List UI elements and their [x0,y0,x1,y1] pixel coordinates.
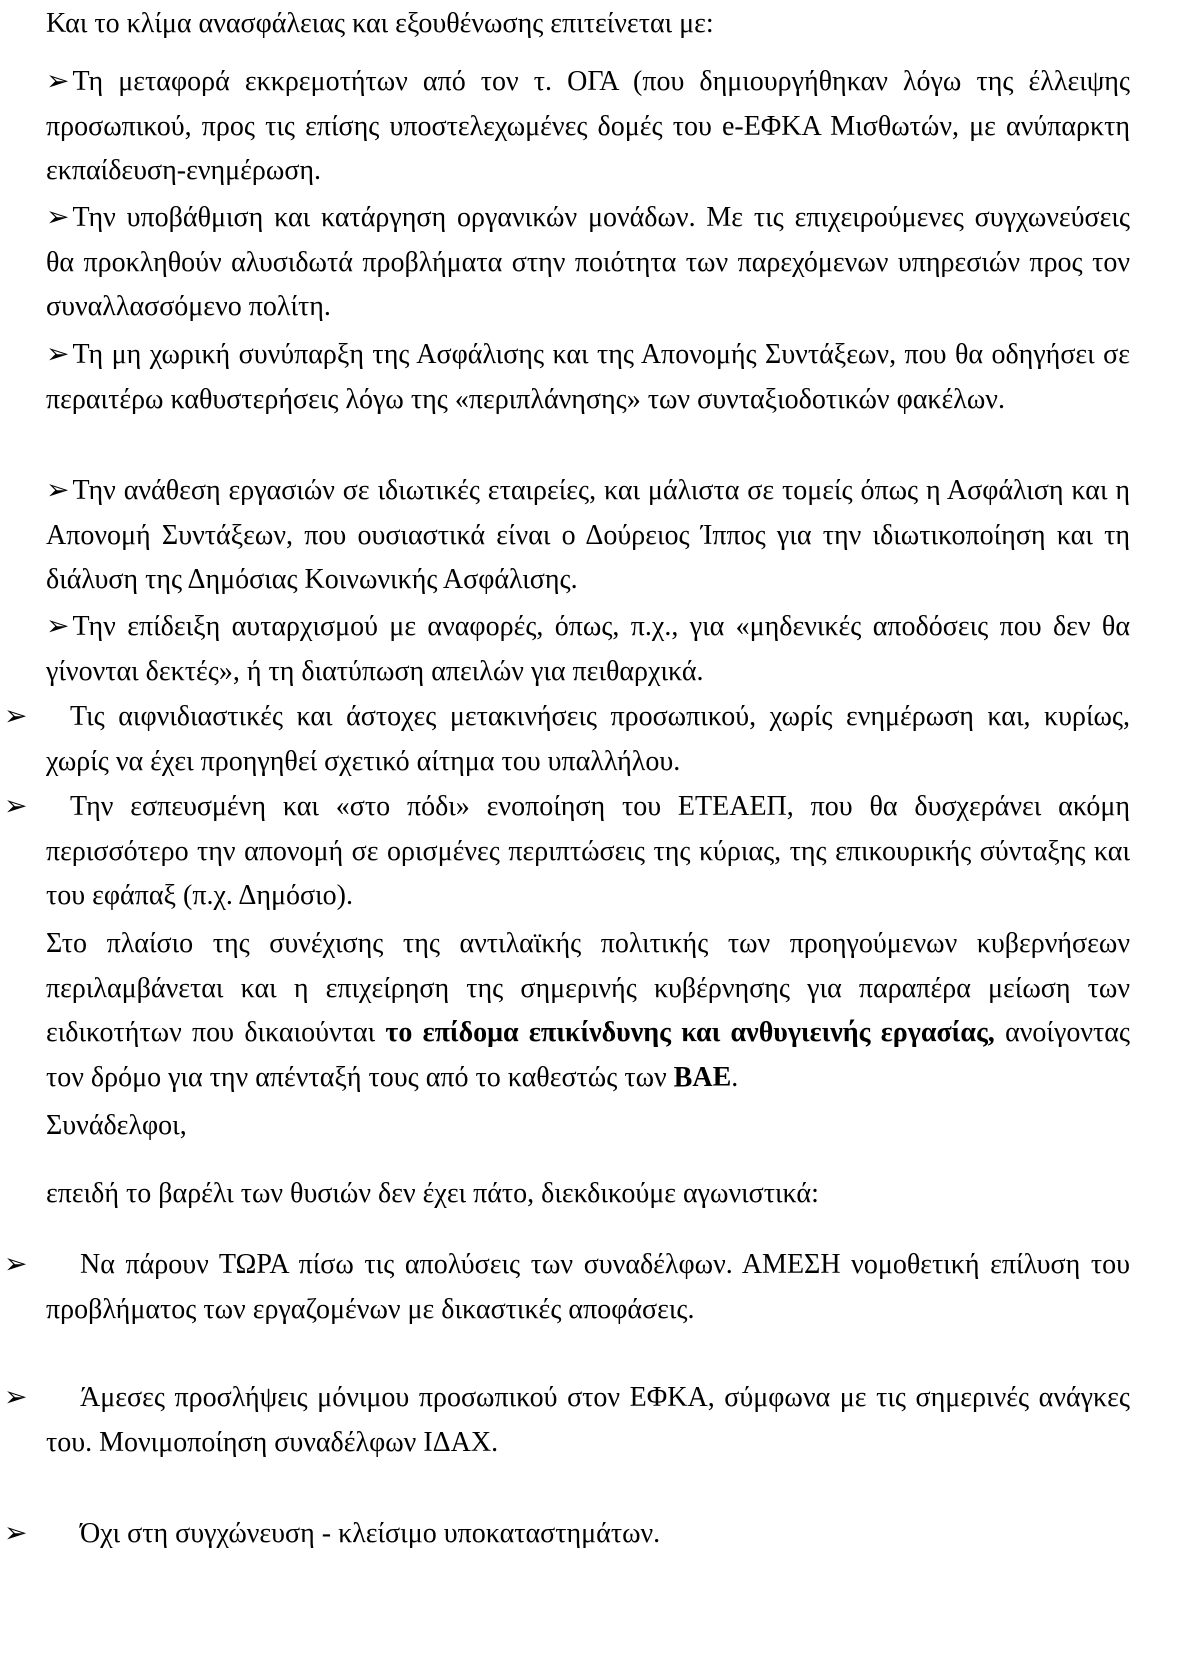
demand-item [46,1243,1130,1332]
salutation-text: Συνάδελφοι, [46,1110,187,1141]
bullet-item [46,605,1130,694]
bullet-text: Τη μεταφορά εκκρεμοτήτων από τον τ. ΟΓΑ (που δημιουργήθηκαν λόγω της έλλειψης προσωπικού, προς τις επίσης υποστελεχωμένες δομές του e-ΕΦΚΑ Μισθωτών, με ανύπαρκτη εκπαίδευση-ενημέρωση. [46,66,1130,186]
bullet-text: Τις αιφνιδιαστικές και άστοχες μετακινήσεις προσωπικού, χωρίς ενημέρωση και, κυρίως, χωρίς να έχει προηγηθεί σχετικό αίτημα του υπαλλήλου. [46,701,1130,777]
arrow-bullet-icon: ➢ [46,66,70,97]
policy-bold-bae: ΒΑΕ [673,1061,732,1093]
bullet-text: Την επίδειξη αυταρχισμού με αναφορές, όπως, π.χ., για «μηδενικές αποδόσεις που δεν θα γίνονται δεκτές», ή τη διατύπωση απειλών για πειθαρχικά. [46,611,1130,687]
bullet-item [46,695,1130,784]
demands-intro-text: επειδή το βαρέλι των θυσιών δεν έχει πάτο, διεκδικούμε αγωνιστικά: [46,1178,819,1209]
bullet-item [46,196,1130,330]
policy-text-middle: ανοίγοντας τον δρόμο για την απένταξή τους από το καθεστώς των [46,1017,1131,1093]
bullet-text: Την ανάθεση εργασιών σε ιδιωτικές εταιρείες, και μάλιστα σε τομείς όπως η Ασφάλιση και η Απονομή Συντάξεων, που ουσιαστικά είναι ο Δούρειος Ίππος για την ιδιωτικοποίηση και τη διάλυση της Δημόσιας Κοινωνικής Ασφάλισης. [46,475,1130,595]
policy-bold-allowance: το επίδομα επικίνδυνης και ανθυγιεινής εργασίας, [385,1017,995,1048]
arrow-bullet-icon: ➢ [4,1382,28,1413]
demand-text: Να πάρουν ΤΩΡΑ πίσω τις απολύσεις των συναδέλφων. ΑΜΕΣΗ νομοθετική επίλυση του προβλήματος των εργαζομένων με δικαστικές αποφάσεις. [46,1249,1130,1325]
bullet-item [46,469,1130,603]
policy-text-end: . [731,1061,739,1093]
arrow-bullet-icon: ➢ [46,339,70,370]
arrow-bullet-icon: ➢ [4,791,28,822]
bullet-item [46,60,1130,194]
arrow-bullet-icon: ➢ [46,475,70,506]
demand-text: Όχι στη συγχώνευση - κλείσιμο υποκαταστημάτων. [80,1518,661,1549]
policy-text-start: Στο πλαίσιο της συνέχισης της αντιλαϊκής πολιτικής των προηγούμενων κυβερνήσεων περιλαμβάνεται και η επιχείρηση της σημερινής κυβέρνησης για παραπέρα μείωση των ειδικοτήτων που δικαιούνται [46,928,1130,1048]
bullet-item [46,785,1130,919]
intro-line [46,2,1130,47]
salutation [46,1104,1130,1149]
demands-intro [46,1172,1130,1217]
bullet-text: Τη μη χωρική συνύπαρξη της Ασφάλισης και της Απονομής Συντάξεων, που θα οδηγήσει σε περαιτέρω καθυστερήσεις λόγω της «περιπλάνησης» των συνταξιοδοτικών φακέλων. [46,339,1130,415]
bullet-text: Την υποβάθμιση και κατάργηση οργανικών μονάδων. Με τις επιχειρούμενες συγχωνεύσεις θα προκληθούν αλυσιδωτά προβλήματα στην ποιότητα των παρεχόμενων υπηρεσιών προς τον συναλλασσόμενο πολίτη. [46,202,1130,322]
arrow-bullet-icon: ➢ [46,202,70,233]
bullet-text: Την εσπευσμένη και «στο πόδι» ενοποίηση του ΕΤΕΑΕΠ, που θα δυσχεράνει ακόμη περισσότερο την απονομή σε ορισμένες περιπτώσεις της κύριας, της επικουρικής σύνταξης και του εφάπαξ (π.χ. Δημόσιο). [46,791,1130,911]
policy-paragraph [46,922,1130,1100]
arrow-bullet-icon: ➢ [4,1518,28,1549]
arrow-bullet-icon: ➢ [4,701,28,732]
demand-item [46,1512,1130,1557]
demand-text: Άμεσες προσλήψεις μόνιμου προσωπικού στον ΕΦΚΑ, σύμφωνα με τις σημερινές ανάγκες του. Μονιμοποίηση συναδέλφων ΙΔΑΧ. [46,1382,1130,1458]
demand-item [46,1376,1130,1465]
intro-text: Και το κλίμα ανασφάλειας και εξουθένωσης επιτείνεται με: [46,8,714,39]
bullet-item [46,333,1130,422]
arrow-bullet-icon: ➢ [46,611,70,642]
arrow-bullet-icon: ➢ [4,1249,28,1280]
